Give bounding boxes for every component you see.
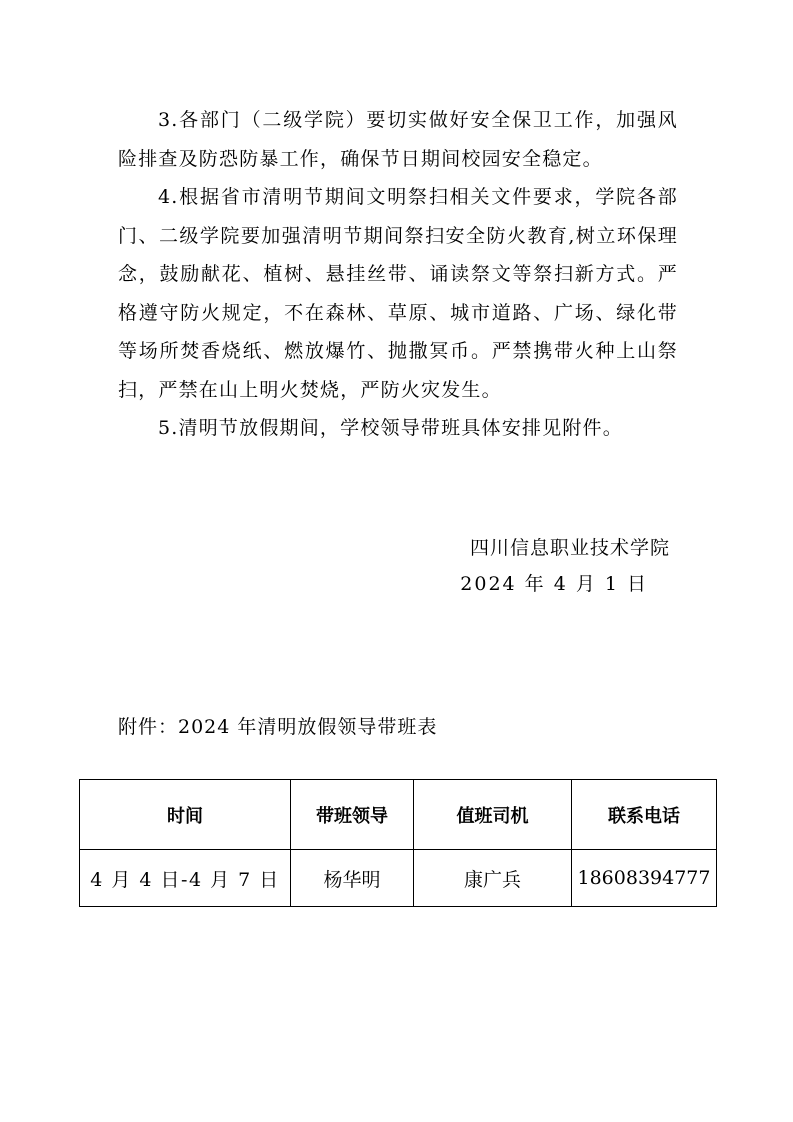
cell-time: 4 月 4 日-4 月 7 日 — [80, 850, 291, 907]
duty-table — [79, 779, 717, 907]
paragraph-duty-arrangement: 5.清明节放假期间，学校领导带班具体安排见附件。 — [158, 417, 623, 439]
attachment-title: 附件：2024 年清明放假领导带班表 — [118, 716, 438, 738]
cell-leader: 杨华明 — [291, 850, 414, 907]
body-text — [118, 101, 678, 448]
signature-block — [380, 530, 670, 602]
table-row — [80, 850, 717, 907]
paragraph-fire-safety: 4.根据省市清明节期间文明祭扫相关文件要求，学院各部门、二级学院要加强清明节期间祭扫安全防火教育,树立环保理念，鼓励献花、植树、悬挂丝带、诵读祭文等祭扫新方式。严格遵守防火规定，不在森林、草原、城市道路、广场、绿化带等场所焚香烧纸、燃放爆竹、抛撒冥币。严禁携带火种上山祭扫，严禁在山上明火焚烧，严防火灾发生。 — [118, 186, 678, 401]
signature-organization: 四川信息职业技术学院 — [469, 537, 670, 559]
signature-date: 2024 年 4 月 1 日 — [460, 573, 648, 595]
header-leader: 带班领导 — [291, 780, 414, 850]
header-driver: 值班司机 — [414, 780, 572, 850]
header-phone: 联系电话 — [572, 780, 717, 850]
cell-phone: 18608394777 — [572, 850, 717, 907]
table-header-row — [80, 780, 717, 850]
header-time: 时间 — [80, 780, 291, 850]
paragraph-security: 3.各部门（二级学院）要切实做好安全保卫工作，加强风险排查及防恐防暴工作，确保节日期间校园安全稳定。 — [118, 109, 678, 170]
cell-driver: 康广兵 — [414, 850, 572, 907]
